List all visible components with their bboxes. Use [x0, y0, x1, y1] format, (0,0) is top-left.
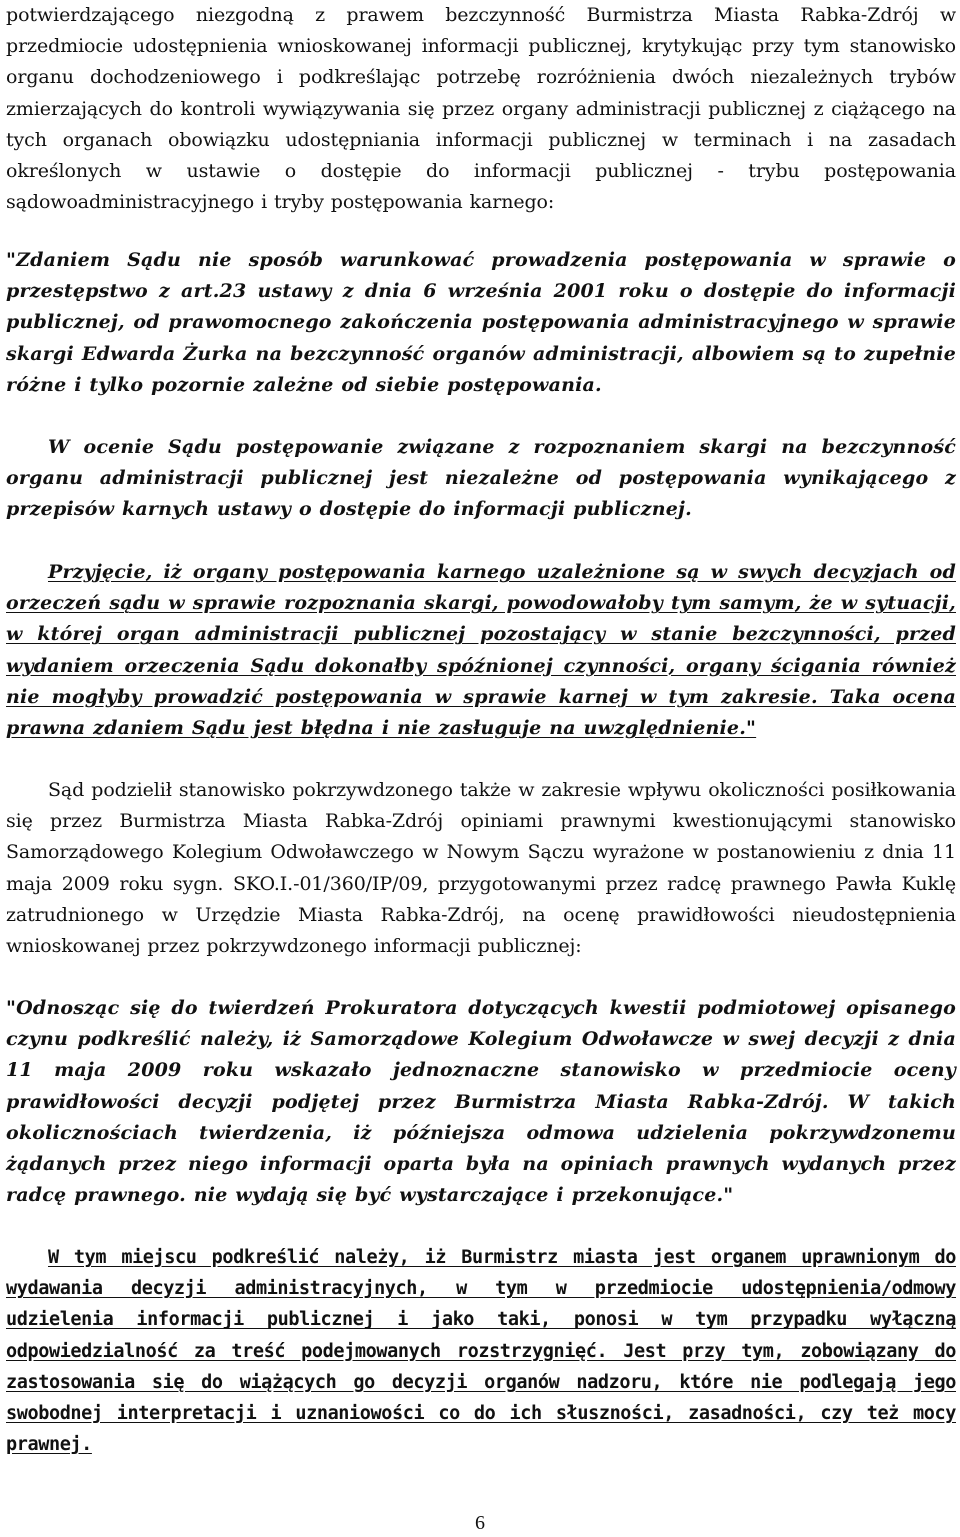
- paragraph-court-quote-2: W ocenie Sądu postępowanie związane z rozpoznaniem skargi na bezczynność organu administracji publicznej jest niezależne od postępowania wynikającego z przepisów karnych ustawy o dostępie do informacji publicznej.: [6, 436, 956, 521]
- paragraph-court-quote-4: "Odnosząc się do twierdzeń Prokuratora dotyczących kwestii podmiotowej opisanego czynu podkreślić należy, iż Samorządowe Kolegium Odwoławcze w swej decyzji z dnia 11 maja 2009 roku wskazało jednoznaczne stanowisko w przedmiocie oceny prawidłowości decyzji podjętej przez Burmistrza Miasta Rabka-Zdrój. W takich okolicznościach twierdzenia, iż późniejsza odmowa udzielenia pokrzywdzonemu żądanych przez niego informacji oparta była na opiniach prawnych wydanych przez radcę prawnego. nie wydają się być wystarczające i przekonujące.": [6, 997, 956, 1207]
- paragraph-intro: potwierdzającego niezgodną z prawem bezczynność Burmistrza Miasta Rabka-Zdrój w przedmiocie udostępnienia wnioskowanej informacji publicznej, krytykując przy tym stanowisko organu dochodzeniowego i podkreślając potrzebę rozróżnienia dwóch niezależnych trybów zmierzających do kontroli wywiązywania się przez organy administracji publicznej z ciążącego na tych organach obowiązku udostępniania informacji publicznej w terminach i na zasadach określonych w ustawie o dostępie do informacji publicznej - trybu postępowania sądowoadministracyjnego i tryby postępowania karnego:: [6, 4, 956, 214]
- paragraph-mayor-responsibility: W tym miejscu podkreślić należy, iż Burmistrz miasta jest organem uprawnionym do wydawania decyzji administracyjnych, w tym w przedmiocie udostępnienia/odmowy udzielenia informacji publicznej i jako taki, ponosi w tym przypadku wyłączną odpowiedzialność za treść podejmowanych rozstrzygnięć. Jest przy tym, zobowiązany do zastosowania się do wiążących go decyzji organów nadzoru, które nie podlegają jego swobodnej interpretacji i uznaniowości co do ich słuszności, zasadności, czy też mocy prawnej.: [6, 1247, 956, 1456]
- paragraph-court-position: Sąd podzielił stanowisko pokrzywdzonego także w zakresie wpływu okoliczności posiłkowania się przez Burmistrza Miasta Rabka-Zdrój opiniami prawnymi kwestionującymi stanowisko Samorządowego Kolegium Odwoławczego w Nowym Sączu wyrażone w postanowieniu z dnia 11 maja 2009 roku sygn. SKO.I.-01/360/IP/09, przygotowanymi przez radcę prawnego Pawła Kuklę zatrudnionego w Urzędzie Miasta Rabka-Zdrój, na ocenę prawidłowości nieudostępnienia wnioskowanej przez pokrzywdzonego informacji publicznej:: [6, 779, 956, 958]
- paragraph-court-quote-3: Przyjęcie, iż organy postępowania karnego uzależnione są w swych decyzjach od orzeczeń sądu w sprawie rozpoznania skargi, powodowałoby tym samym, że w sytuacji, w której organ administracji publicznej pozostający w stanie bezczynności, przed wydaniem orzeczenia Sądu dokonałby spóźnionej czynności, organy ścigania również nie mogłyby prowadzić postępowania w sprawie karnej w tym zakresie. Taka ocena prawna zdaniem Sądu jest błędna i nie zasługuje na uwzględnienie.": [6, 561, 956, 740]
- page-number: 6: [475, 1512, 485, 1534]
- paragraph-court-quote-1: "Zdaniem Sądu nie sposób warunkować prowadzenia postępowania w sprawie o przestępstwo z art.23 ustawy z dnia 6 września 2001 roku o dostępie do informacji publicznej, od prawomocnego zakończenia postępowania administracyjnego w sprawie skargi Edwarda Żurka na bezczynność organów administracji, albowiem są to zupełnie różne i tylko pozornie zależne od siebie postępowania.: [6, 249, 956, 396]
